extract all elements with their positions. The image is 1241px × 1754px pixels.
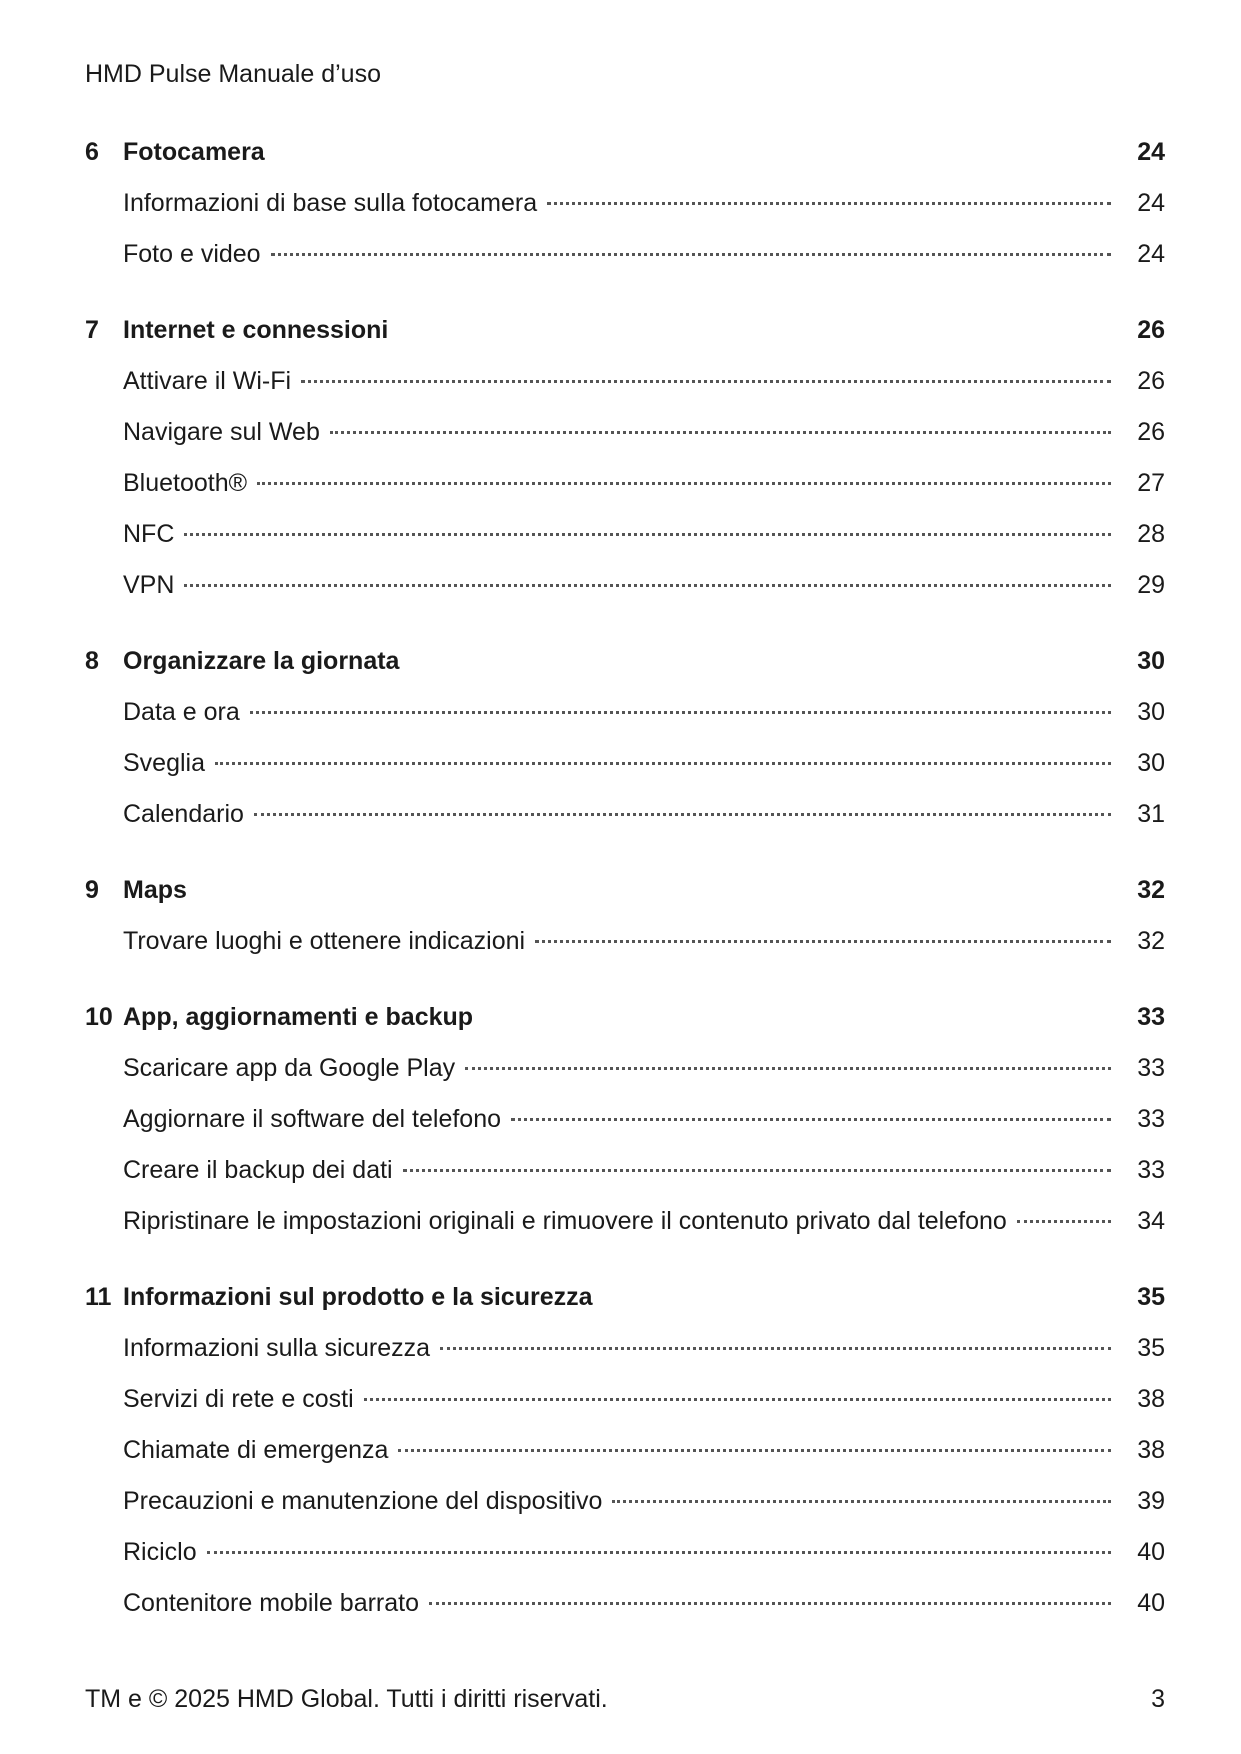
entry-title: Navigare sul Web [123, 418, 320, 446]
entry-page-number: 32 [1137, 927, 1165, 955]
toc-entry[interactable] [85, 1207, 1165, 1258]
dot-leader [254, 813, 1111, 816]
section-page-number: 35 [1137, 1283, 1165, 1311]
entry-page-number: 33 [1137, 1156, 1165, 1184]
toc-entry[interactable] [85, 1589, 1165, 1640]
entry-page-number: 31 [1137, 800, 1165, 828]
entry-page-number: 30 [1137, 698, 1165, 726]
toc-entry[interactable] [85, 189, 1165, 240]
toc-entry[interactable] [85, 367, 1165, 418]
dot-leader [215, 762, 1111, 765]
section-title: Internet e connessioni [123, 316, 389, 344]
entry-title: Calendario [123, 800, 244, 828]
entry-title: Creare il backup dei dati [123, 1156, 393, 1184]
entry-page-number: 33 [1137, 1054, 1165, 1082]
entry-title: Sveglia [123, 749, 205, 777]
section-title: Informazioni sul prodotto e la sicurezza [123, 1283, 593, 1311]
section-page-number: 32 [1137, 876, 1165, 904]
section-title: App, aggiornamenti e backup [123, 1003, 474, 1031]
entry-page-number: 38 [1137, 1436, 1165, 1464]
section-number: 11 [85, 1283, 112, 1311]
entry-page-number: 24 [1137, 240, 1165, 268]
entry-title: Precauzioni e manutenzione del dispositivo [123, 1487, 603, 1515]
toc-section-heading[interactable] [85, 1283, 1165, 1334]
entry-page-number: 26 [1137, 418, 1165, 446]
dot-leader [184, 533, 1111, 536]
dot-leader [535, 940, 1111, 943]
entry-title: Contenitore mobile barrato [123, 1589, 419, 1617]
dot-leader [547, 202, 1111, 205]
footer-page-number: 3 [1151, 1685, 1165, 1713]
toc-entry[interactable] [85, 240, 1165, 291]
toc-section-heading[interactable] [85, 138, 1165, 189]
footer-copyright: TM e © 2025 HMD Global. Tutti i diritti riservati. [85, 1685, 608, 1713]
section-number: 6 [85, 138, 99, 166]
entry-page-number: 34 [1137, 1207, 1165, 1235]
entry-page-number: 30 [1137, 749, 1165, 777]
entry-page-number: 26 [1137, 367, 1165, 395]
entry-title: Trovare luoghi e ottenere indicazioni [123, 927, 526, 955]
dot-leader [184, 584, 1111, 587]
dot-leader [250, 711, 1111, 714]
toc-section [85, 138, 1165, 291]
entry-title: Riciclo [123, 1538, 197, 1566]
dot-leader [207, 1551, 1111, 1554]
dot-leader [429, 1602, 1111, 1605]
dot-leader [301, 380, 1111, 383]
toc-entry[interactable] [85, 469, 1165, 520]
dot-leader [398, 1449, 1111, 1452]
section-number: 9 [85, 876, 99, 904]
toc-entry[interactable] [85, 800, 1165, 851]
toc-entry[interactable] [85, 927, 1165, 978]
toc-entry[interactable] [85, 698, 1165, 749]
dot-leader [403, 1169, 1111, 1172]
page-footer [85, 1685, 1165, 1714]
toc-entry[interactable] [85, 418, 1165, 469]
toc-section [85, 1283, 1165, 1640]
entry-title: Ripristinare le impostazioni originali e rimuovere il contenuto privato dal telefono [123, 1207, 1007, 1235]
dot-leader [612, 1500, 1111, 1503]
dot-leader [440, 1347, 1111, 1350]
entry-page-number: 29 [1137, 571, 1165, 599]
section-title: Organizzare la giornata [123, 647, 400, 675]
section-number: 7 [85, 316, 99, 344]
toc-entry[interactable] [85, 520, 1165, 571]
entry-page-number: 40 [1137, 1589, 1165, 1617]
entry-title: Attivare il Wi-Fi [123, 367, 292, 395]
table-of-contents [85, 138, 1165, 1665]
dot-leader [511, 1118, 1111, 1121]
dot-leader [364, 1398, 1111, 1401]
entry-title: Foto e video [123, 240, 261, 268]
entry-title: VPN [123, 571, 175, 599]
toc-entry[interactable] [85, 1105, 1165, 1156]
dot-leader [465, 1067, 1111, 1070]
toc-section [85, 876, 1165, 978]
entry-title: Informazioni di base sulla fotocamera [123, 189, 538, 217]
toc-section [85, 316, 1165, 622]
section-page-number: 30 [1137, 647, 1165, 675]
entry-page-number: 33 [1137, 1105, 1165, 1133]
section-title: Fotocamera [123, 138, 265, 166]
toc-entry[interactable] [85, 1487, 1165, 1538]
toc-entry[interactable] [85, 1538, 1165, 1589]
toc-section-heading[interactable] [85, 316, 1165, 367]
toc-section-heading[interactable] [85, 876, 1165, 927]
entry-page-number: 38 [1137, 1385, 1165, 1413]
entry-page-number: 39 [1137, 1487, 1165, 1515]
entry-title: Aggiornare il software del telefono [123, 1105, 502, 1133]
dot-leader [1017, 1220, 1111, 1223]
toc-entry[interactable] [85, 1385, 1165, 1436]
section-title: Maps [123, 876, 187, 904]
entry-title: Servizi di rete e costi [123, 1385, 354, 1413]
dot-leader [330, 431, 1111, 434]
toc-section-heading[interactable] [85, 1003, 1165, 1054]
section-page-number: 24 [1137, 138, 1165, 166]
toc-entry[interactable] [85, 749, 1165, 800]
entry-page-number: 27 [1137, 469, 1165, 497]
section-number: 8 [85, 647, 99, 675]
section-number: 10 [85, 1003, 113, 1031]
toc-entry[interactable] [85, 1436, 1165, 1487]
entry-title: Data e ora [123, 698, 240, 726]
entry-page-number: 35 [1137, 1334, 1165, 1362]
toc-entry[interactable] [85, 571, 1165, 622]
dot-leader [271, 253, 1111, 256]
entry-title: Informazioni sulla sicurezza [123, 1334, 431, 1362]
entry-title: NFC [123, 520, 175, 548]
dot-leader [257, 482, 1111, 485]
toc-section [85, 647, 1165, 851]
entry-title: Scaricare app da Google Play [123, 1054, 456, 1082]
entry-title: Bluetooth® [123, 469, 248, 497]
entry-page-number: 28 [1137, 520, 1165, 548]
entry-page-number: 24 [1137, 189, 1165, 217]
section-page-number: 26 [1137, 316, 1165, 344]
toc-entry[interactable] [85, 1334, 1165, 1385]
toc-entry[interactable] [85, 1054, 1165, 1105]
toc-section [85, 1003, 1165, 1258]
toc-section-heading[interactable] [85, 647, 1165, 698]
entry-page-number: 40 [1137, 1538, 1165, 1566]
toc-entry[interactable] [85, 1156, 1165, 1207]
section-page-number: 33 [1137, 1003, 1165, 1031]
entry-title: Chiamate di emergenza [123, 1436, 389, 1464]
page-header-title: HMD Pulse Manuale d’uso [85, 60, 381, 88]
